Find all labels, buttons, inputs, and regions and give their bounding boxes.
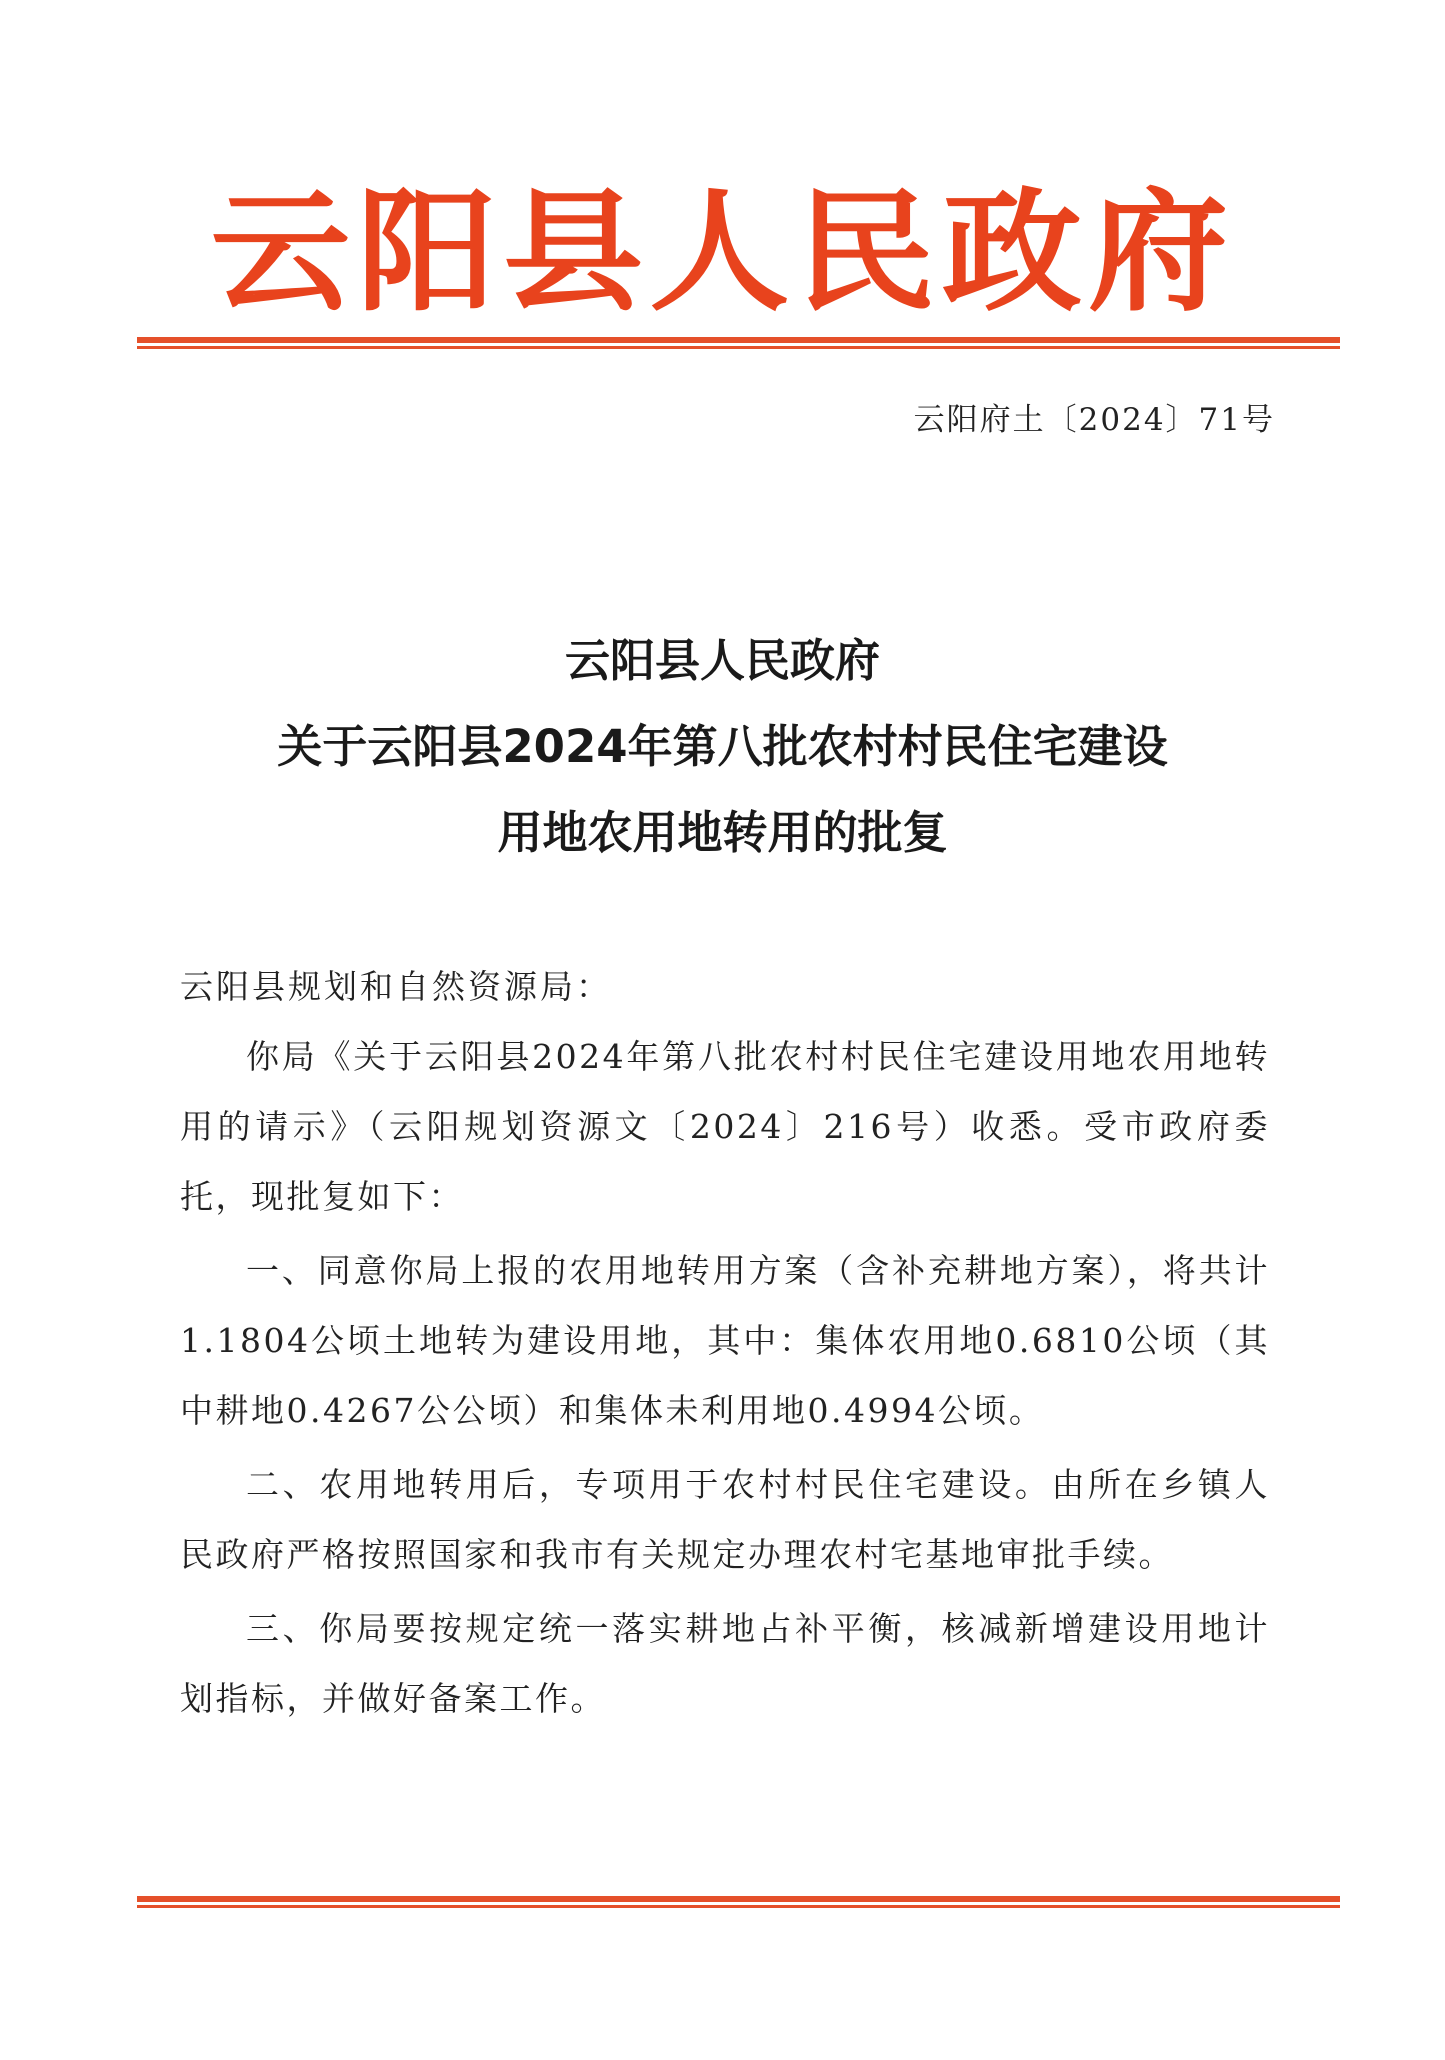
footer-red-rule [137, 1896, 1340, 1908]
masthead-title: 云阳县人民政府 [210, 176, 1235, 330]
header-red-rule-thin [137, 346, 1340, 349]
addressee: 云阳县规划和自然资源局： [180, 967, 612, 1006]
footer-red-rule-thick [137, 1896, 1340, 1902]
paragraph-item-3: 三、你局要按规定统一落实耕地占补平衡，核减新增建设用地计划指标，并做好备案工作。 [180, 1609, 1270, 1718]
paragraph-item-1: 一、同意你局上报的农用地转用方案（含补充耕地方案），将共计1.1804公顷土地转为建设用地，其中：集体农用地0.6810公顷（其中耕地0.4267公公顷）和集体未利用地0.4994公顷。 [180, 1251, 1270, 1430]
paragraph-intro: 你局《关于云阳县2024年第八批农村村民住宅建设用地农用地转用的请示》（云阳规划资源文〔2024〕216号）收悉。受市政府委托，现批复如下： [180, 1037, 1270, 1216]
footer-red-rule-thin [137, 1905, 1340, 1908]
title-line-subject-continued: 用地农用地转用的批复 [497, 806, 948, 859]
header-red-rule-thick [137, 337, 1340, 343]
header-red-rule [137, 337, 1340, 349]
title-line-issuer: 云阳县人民政府 [564, 634, 880, 687]
title-line-subject: 关于云阳县2024年第八批农村村民住宅建设 [277, 720, 1168, 773]
paragraph-item-2: 二、农用地转用后，专项用于农村村民住宅建设。由所在乡镇人民政府严格按照国家和我市有关规定办理农村宅基地审批手续。 [180, 1465, 1270, 1574]
document-body [180, 952, 1270, 1734]
document-number: 云阳府土〔2024〕71号 [913, 402, 1275, 438]
document-title [0, 618, 1445, 876]
